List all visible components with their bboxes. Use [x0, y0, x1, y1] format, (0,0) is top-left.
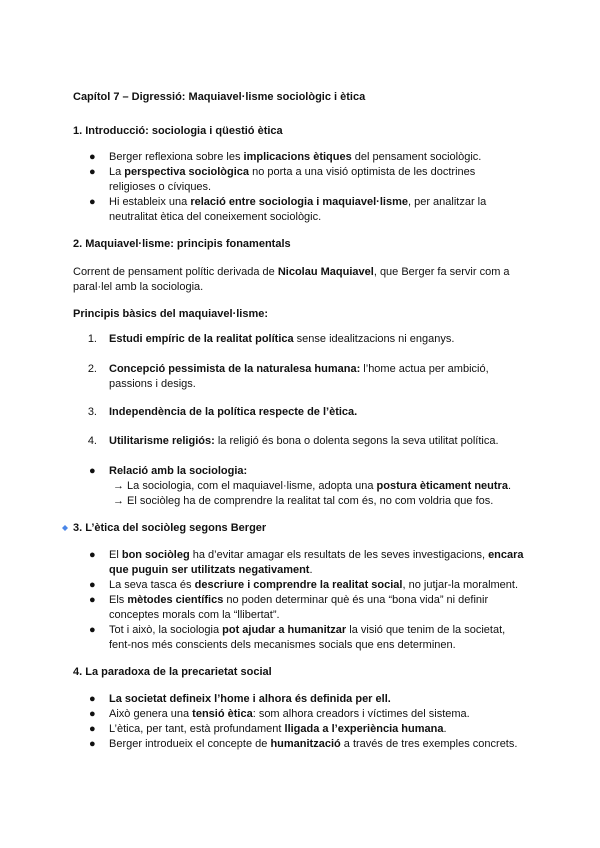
heading-marker-icon: [62, 525, 68, 531]
list-item: Això genera una tensió ètica: som alhora creadors i víctimes del sistema.: [109, 708, 470, 720]
bullet-icon: ●: [89, 151, 96, 163]
list-number: 2.: [87, 363, 97, 375]
numbered-item: Concepció pessimista de la naturalesa humana: l’home actua per ambició,: [109, 363, 489, 375]
list-item-continuation: que puguin ser utilitzats negativament.: [109, 564, 313, 576]
section-2-heading: 2. Maquiavel·lisme: principis fonamentals: [73, 238, 291, 250]
bullet-icon: ●: [89, 549, 96, 561]
numbered-item: Utilitarisme religiós: la religió és bona o dolenta segons la seva utilitat política.: [109, 435, 499, 447]
bullet-icon: ●: [89, 708, 96, 720]
list-item: Berger reflexiona sobre les implicacions ètiques del pensament sociològic.: [109, 151, 482, 163]
bullet-icon: ●: [89, 196, 96, 208]
numbered-item: Independència de la política respecte de l’ètica.: [109, 406, 358, 418]
bullet-icon: ●: [89, 693, 96, 705]
list-number: 3.: [87, 406, 97, 418]
section-1-heading: 1. Introducció: sociologia i qüestió ètica: [73, 125, 283, 137]
paragraph: Corrent de pensament polític derivada de Nicolau Maquiavel, que Berger fa servir com a: [73, 266, 510, 278]
list-item: Relació amb la sociologia:: [109, 465, 248, 477]
list-item: Berger introdueix el concepte de humanització a través de tres exemples concrets.: [109, 738, 518, 750]
bullet-icon: ●: [89, 624, 96, 636]
list-item-continuation: fent-nos més conscients dels mecanismes socials que ens determinen.: [109, 639, 456, 651]
list-item: La societat defineix l’home i alhora és definida per ell.: [109, 693, 391, 705]
section-4-heading: 4. La paradoxa de la precarietat social: [73, 666, 272, 678]
subheading: Principis bàsics del maquiavel·lisme:: [73, 308, 269, 320]
list-item: El bon sociòleg ha d’evitar amagar els resultats de les seves investigacions, encara: [109, 549, 524, 561]
bullet-icon: ●: [89, 166, 96, 178]
list-item: Tot i això, la sociologia pot ajudar a humanitzar la visió que tenim de la societat,: [109, 624, 506, 636]
list-item: Hi estableix una relació entre sociologia i maquiavel·lisme, per analitzar la: [109, 196, 487, 208]
bullet-icon: ●: [89, 738, 96, 750]
section-3-heading: 3. L’ètica del sociòleg segons Berger: [73, 522, 267, 534]
bullet-icon: ●: [89, 579, 96, 591]
list-subline: → La sociologia, com el maquiavel·lisme, adopta una postura èticament neutra.: [113, 480, 512, 492]
numbered-item-continuation: passions i desigs.: [109, 378, 196, 390]
page-title: Capítol 7 – Digressió: Maquiavel·lisme sociològic i ètica: [73, 91, 366, 103]
list-item: Els mètodes científics no poden determinar què és una “bona vida” ni definir: [109, 594, 489, 606]
list-item: La perspectiva sociològica no porta a una visió optimista de les doctrines: [109, 166, 476, 178]
list-item: L’ètica, per tant, està profundament lligada a l’experiència humana.: [109, 723, 447, 735]
paragraph-continuation: paral·lel amb la sociologia.: [73, 281, 204, 293]
list-item: La seva tasca és descriure i comprendre la realitat social, no jutjar-la moralment.: [109, 579, 519, 591]
numbered-item: Estudi empíric de la realitat política sense idealitzacions ni enganys.: [109, 333, 455, 345]
list-number: 4.: [87, 435, 97, 447]
list-item-continuation: neutralitat ètica del coneixement sociològic.: [109, 211, 322, 223]
list-subline: → El sociòleg ha de comprendre la realitat tal com és, no com voldria que fos.: [113, 495, 494, 507]
bullet-icon: ●: [89, 723, 96, 735]
bullet-icon: ●: [89, 594, 96, 606]
bullet-icon: ●: [89, 465, 96, 477]
list-item-continuation: religioses o cíviques.: [109, 181, 212, 193]
list-number: 1.: [87, 333, 97, 345]
list-item-continuation: conceptes morals com la “llibertat”.: [109, 609, 280, 621]
